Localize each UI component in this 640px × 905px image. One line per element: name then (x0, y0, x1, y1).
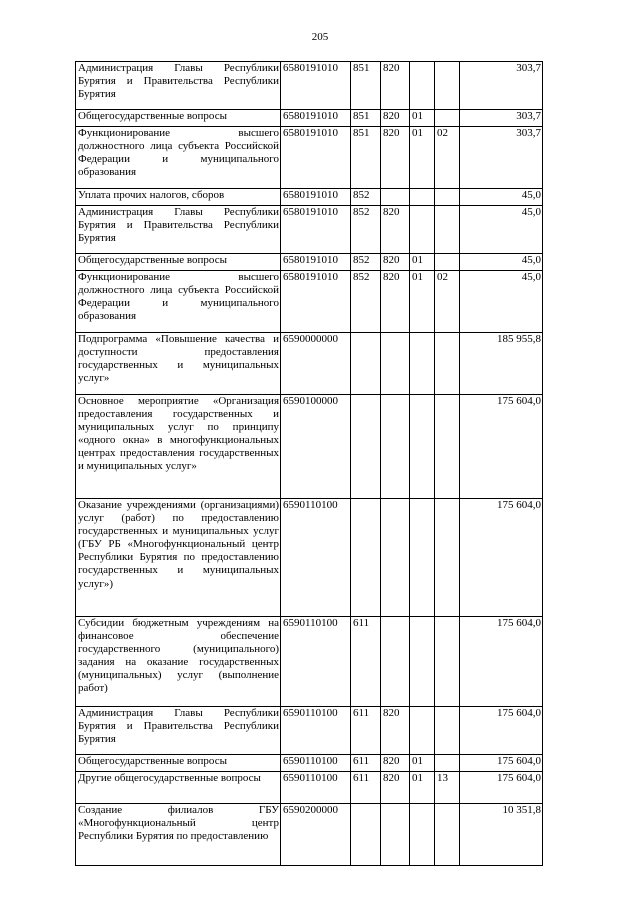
row-target-article-cell: 6590110100 (281, 755, 351, 772)
row-section-cell: 01 (410, 755, 435, 772)
row-administrator-cell: 820 (381, 271, 410, 333)
row-name-cell: Уплата прочих налогов, сборов (76, 189, 281, 206)
row-subsection-cell (435, 206, 460, 254)
row-administrator-cell (381, 395, 410, 499)
row-subsection-cell (435, 333, 460, 395)
row-name-cell: Общегосударственные вопросы (76, 110, 281, 127)
table-row (76, 206, 543, 254)
row-amount-cell: 45,0 (460, 254, 543, 271)
row-amount-cell: 303,7 (460, 110, 543, 127)
row-section-cell (410, 206, 435, 254)
row-section-cell (410, 804, 435, 866)
row-expense-type-cell (351, 499, 381, 617)
row-target-article-cell: 6580191010 (281, 189, 351, 206)
row-administrator-cell: 820 (381, 110, 410, 127)
row-expense-type-cell: 852 (351, 254, 381, 271)
row-target-article-cell: 6580191010 (281, 127, 351, 189)
row-name-cell: Оказание учреждениями (организациями) услуг (работ) по предоставлению государственных и муниципальных услуг (ГБУ РБ «Многофункциональный центр Республики Бурятия по предоставлению государственных и муниципальных услуг») (76, 499, 281, 617)
row-section-cell (410, 707, 435, 755)
row-target-article-cell: 6580191010 (281, 206, 351, 254)
row-subsection-cell (435, 254, 460, 271)
row-amount-cell: 45,0 (460, 206, 543, 254)
row-section-cell: 01 (410, 254, 435, 271)
row-target-article-cell: 6590100000 (281, 395, 351, 499)
row-target-article-cell: 6590200000 (281, 804, 351, 866)
row-name-cell: Субсидии бюджетным учреждениям на финансовое обеспечение государственного (муниципального) задания на оказание государственных (муниципальных) услуг (выполнение работ) (76, 617, 281, 707)
row-target-article-cell: 6580191010 (281, 62, 351, 110)
row-amount-cell: 175 604,0 (460, 499, 543, 617)
row-section-cell (410, 617, 435, 707)
row-administrator-cell: 820 (381, 254, 410, 271)
table-row (76, 189, 543, 206)
row-name-cell: Администрация Главы Республики Бурятия и Правительства Республики Бурятия (76, 62, 281, 110)
row-amount-cell: 175 604,0 (460, 755, 543, 772)
row-target-article-cell: 6580191010 (281, 254, 351, 271)
row-amount-cell: 175 604,0 (460, 617, 543, 707)
table-row (76, 707, 543, 755)
row-amount-cell: 45,0 (460, 271, 543, 333)
page-number: 205 (311, 31, 329, 43)
row-target-article-cell: 6590110100 (281, 617, 351, 707)
row-name-cell: Подпрограмма «Повышение качества и доступности предоставления государственных и муниципальных услуг» (76, 333, 281, 395)
row-administrator-cell: 820 (381, 772, 410, 804)
row-section-cell: 01 (410, 772, 435, 804)
row-subsection-cell: 02 (435, 127, 460, 189)
table-row (76, 333, 543, 395)
table-row (76, 804, 543, 866)
row-expense-type-cell: 851 (351, 127, 381, 189)
row-administrator-cell: 820 (381, 62, 410, 110)
row-target-article-cell: 6590000000 (281, 333, 351, 395)
row-administrator-cell: 820 (381, 127, 410, 189)
row-administrator-cell: 820 (381, 707, 410, 755)
row-name-cell: Основное мероприятие «Организация предоставления государственных и муниципальных услуг по принципу «одного окна» в многофункциональных центрах предоставления государственных и муниципальных услуг» (76, 395, 281, 499)
row-amount-cell: 10 351,8 (460, 804, 543, 866)
table-row (76, 127, 543, 189)
row-name-cell: Администрация Главы Республики Бурятия и Правительства Республики Бурятия (76, 707, 281, 755)
row-expense-type-cell (351, 333, 381, 395)
row-expense-type-cell: 852 (351, 206, 381, 254)
row-amount-cell: 175 604,0 (460, 395, 543, 499)
row-subsection-cell (435, 189, 460, 206)
row-subsection-cell (435, 499, 460, 617)
table-row (76, 110, 543, 127)
row-name-cell: Общегосударственные вопросы (76, 755, 281, 772)
table-row (76, 62, 543, 110)
row-subsection-cell (435, 755, 460, 772)
row-expense-type-cell: 851 (351, 110, 381, 127)
row-subsection-cell (435, 62, 460, 110)
row-name-cell: Создание филиалов ГБУ «Многофункциональный центр Республики Бурятия по предоставлению (76, 804, 281, 866)
row-section-cell (410, 333, 435, 395)
row-expense-type-cell: 611 (351, 772, 381, 804)
row-target-article-cell: 6580191010 (281, 271, 351, 333)
row-administrator-cell (381, 617, 410, 707)
table-row (76, 755, 543, 772)
row-expense-type-cell: 611 (351, 617, 381, 707)
row-administrator-cell: 820 (381, 755, 410, 772)
row-administrator-cell (381, 189, 410, 206)
row-target-article-cell: 6590110100 (281, 772, 351, 804)
row-subsection-cell (435, 707, 460, 755)
row-name-cell: Функционирование высшего должностного лица субъекта Российской Федерации и муниципального образования (76, 271, 281, 333)
row-administrator-cell (381, 804, 410, 866)
row-amount-cell: 185 955,8 (460, 333, 543, 395)
row-amount-cell: 45,0 (460, 189, 543, 206)
table-row (76, 499, 543, 617)
row-section-cell: 01 (410, 271, 435, 333)
table-row (76, 254, 543, 271)
row-target-article-cell: 6590110100 (281, 707, 351, 755)
row-name-cell: Общегосударственные вопросы (76, 254, 281, 271)
row-subsection-cell (435, 617, 460, 707)
row-section-cell (410, 62, 435, 110)
row-section-cell (410, 499, 435, 617)
row-amount-cell: 175 604,0 (460, 772, 543, 804)
row-administrator-cell (381, 499, 410, 617)
budget-table (75, 61, 543, 866)
row-expense-type-cell: 611 (351, 707, 381, 755)
row-amount-cell: 303,7 (460, 127, 543, 189)
row-expense-type-cell: 611 (351, 755, 381, 772)
row-section-cell (410, 395, 435, 499)
row-subsection-cell: 13 (435, 772, 460, 804)
table-row (76, 395, 543, 499)
row-name-cell: Другие общегосударственные вопросы (76, 772, 281, 804)
row-administrator-cell: 820 (381, 206, 410, 254)
row-subsection-cell (435, 804, 460, 866)
row-amount-cell: 175 604,0 (460, 707, 543, 755)
row-amount-cell: 303,7 (460, 62, 543, 110)
row-section-cell: 01 (410, 127, 435, 189)
table-body (76, 62, 543, 866)
table-row (76, 617, 543, 707)
table-row (76, 772, 543, 804)
row-target-article-cell: 6590110100 (281, 499, 351, 617)
row-expense-type-cell (351, 804, 381, 866)
row-name-cell: Администрация Главы Республики Бурятия и Правительства Республики Бурятия (76, 206, 281, 254)
row-expense-type-cell: 851 (351, 62, 381, 110)
row-expense-type-cell: 852 (351, 271, 381, 333)
row-subsection-cell: 02 (435, 271, 460, 333)
table-row (76, 271, 543, 333)
row-section-cell: 01 (410, 110, 435, 127)
row-subsection-cell (435, 110, 460, 127)
row-expense-type-cell: 852 (351, 189, 381, 206)
row-name-cell: Функционирование высшего должностного лица субъекта Российской Федерации и муниципального образования (76, 127, 281, 189)
row-section-cell (410, 189, 435, 206)
row-target-article-cell: 6580191010 (281, 110, 351, 127)
row-expense-type-cell (351, 395, 381, 499)
row-subsection-cell (435, 395, 460, 499)
row-administrator-cell (381, 333, 410, 395)
